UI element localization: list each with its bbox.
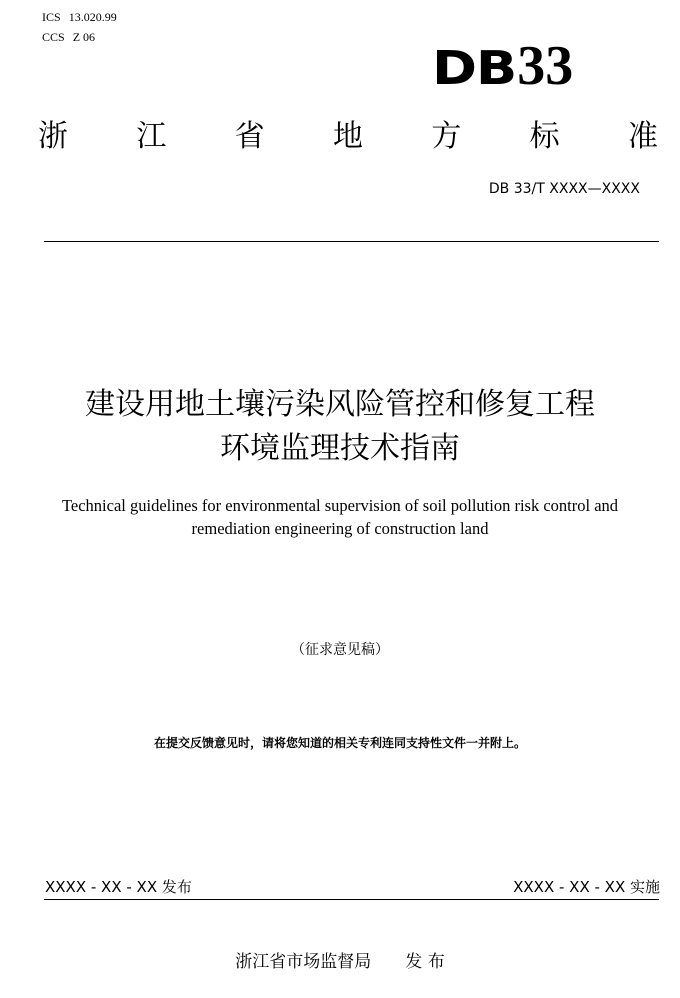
ccs-label: CCS — [42, 30, 65, 44]
standard-title-char: 地 — [332, 119, 363, 154]
top-divider — [44, 241, 659, 242]
standard-title-char: 标 — [529, 119, 560, 154]
title-en-line1: Technical guidelines for environmental supervision of soil pollution risk control and — [61, 496, 619, 515]
ics-classification — [42, 9, 125, 25]
title-en-line2: remediation engineering of construction land — [191, 519, 489, 538]
draft-label: （征求意见稿） — [291, 642, 389, 658]
standard-title-char: 准 — [627, 119, 658, 154]
standard-title — [38, 115, 658, 159]
ccs-classification — [42, 29, 103, 45]
title-cn-line1: 建设用地土壤污染风险管控和修复工程 — [85, 387, 595, 422]
standard-title-char: 江 — [136, 119, 167, 154]
db33-logo — [432, 36, 573, 98]
ics-label: ICS — [42, 10, 61, 24]
ics-code: 13.020.99 — [68, 10, 117, 24]
ccs-code: Z 06 — [72, 30, 96, 44]
standard-title-char: 省 — [234, 119, 265, 154]
publisher-action: 发 布 — [405, 952, 445, 972]
document-title-en — [30, 494, 650, 540]
standard-code: DB 33/T XXXX—XXXX — [488, 181, 640, 197]
implement-date: XXXX - XX - XX 实施 — [513, 878, 660, 896]
release-date: XXXX - XX - XX 发布 — [45, 878, 192, 896]
standard-title-char: 方 — [431, 119, 462, 154]
publisher-line — [0, 950, 680, 974]
patent-notice: 在提交反馈意见时，请将您知道的相关专利连同支持性文件一并附上。 — [153, 736, 526, 750]
title-cn-line2: 环境监理技术指南 — [220, 431, 460, 466]
document-title-cn — [0, 383, 680, 471]
logo-number: 33 — [517, 35, 574, 97]
publisher-org: 浙江省市场监督局 — [235, 952, 372, 972]
bottom-divider — [44, 899, 659, 900]
logo-letters: DB — [432, 41, 517, 95]
standard-title-char: 浙 — [38, 119, 68, 154]
